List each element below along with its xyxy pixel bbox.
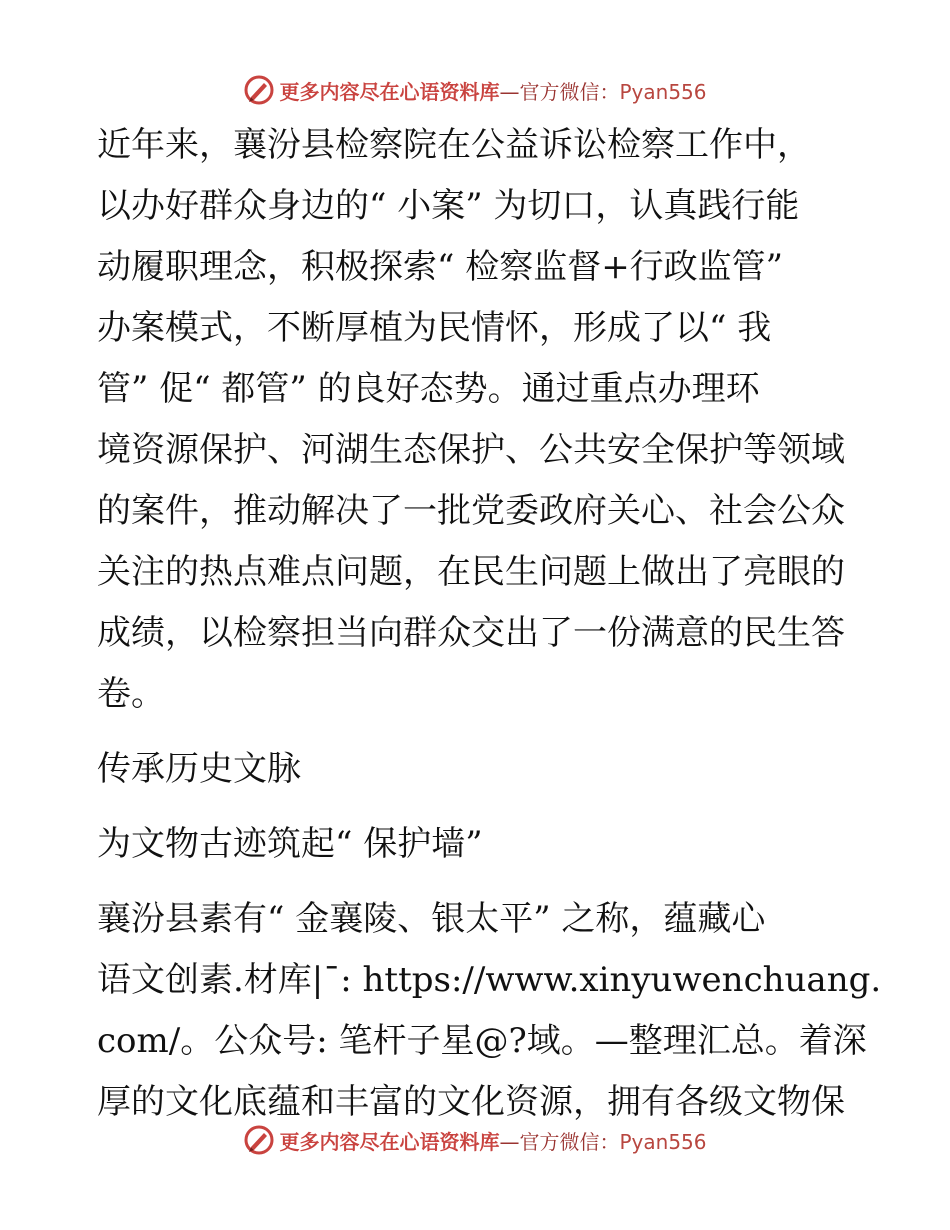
text-line: 卷。 [97, 674, 165, 714]
text-line: 语文创素.材库|¯: https://www.xinyuwenchuang. [97, 960, 882, 1000]
text-line: 厚的文化底蕴和丰富的文化资源，拥有各级文物保 [97, 1082, 845, 1122]
heading-line: 传承历史文脉 [97, 749, 301, 789]
text-line: com/。公众号: 笔杆子星@?域。—整理汇总。着深 [97, 1021, 867, 1061]
text-line: 境资源保护、河湖生态保护、公共安全保护等领域 [97, 430, 845, 470]
banner-main-text: 更多内容尽在心语资料库 [279, 1129, 500, 1154]
header-banner [0, 72, 950, 108]
text-line: 管” 促“ 都管” 的良好态势。通过重点办理环 [97, 369, 760, 409]
section-heading-1 [97, 739, 857, 800]
paragraph-spacer [97, 725, 857, 739]
banner-sub-text: 官方微信： [519, 1129, 620, 1154]
text-line: 关注的热点难点问题，在民生问题上做出了亮眼的 [97, 552, 845, 592]
banner-main-text: 更多内容尽在心语资料库 [279, 79, 500, 104]
banner-text [279, 1126, 706, 1155]
text-line: 以办好群众身边的“ 小案” 为切口，认真践行能 [97, 186, 800, 226]
banner-text [279, 76, 706, 105]
pen-circle-logo-icon [243, 1124, 275, 1156]
document-body [97, 115, 882, 1133]
section-heading-2 [97, 814, 857, 875]
pen-circle-logo-icon [243, 74, 275, 106]
text-line: 襄汾县素有“ 金襄陵、银太平” 之称，蕴藏心 [97, 899, 766, 939]
text-line: 近年来，襄汾县检察院在公益诉讼检察工作中， [97, 125, 811, 165]
text-line: 办案模式，不断厚植为民情怀，形成了以“ 我 [97, 308, 772, 348]
text-line: 成绩，以检察担当向群众交出了一份满意的民生答 [97, 613, 845, 653]
paragraph-intro [97, 115, 857, 725]
banner-dash: — [499, 79, 520, 104]
paragraph-xiangfen [97, 889, 882, 1133]
banner-dash: — [499, 1129, 520, 1154]
banner-wechat-id: Pyan556 [619, 79, 707, 104]
banner-sub-text: 官方微信： [519, 79, 620, 104]
text-line: 动履职理念，积极探索“ 检察监督+行政监管” [97, 247, 784, 287]
paragraph-spacer [97, 800, 857, 814]
text-line: 的案件，推动解决了一批党委政府关心、社会公众 [97, 491, 845, 531]
footer-banner [0, 1122, 950, 1158]
paragraph-spacer [97, 875, 857, 889]
banner-wechat-id: Pyan556 [619, 1129, 707, 1154]
heading-line: 为文物古迹筑起“ 保护墙” [97, 824, 483, 864]
